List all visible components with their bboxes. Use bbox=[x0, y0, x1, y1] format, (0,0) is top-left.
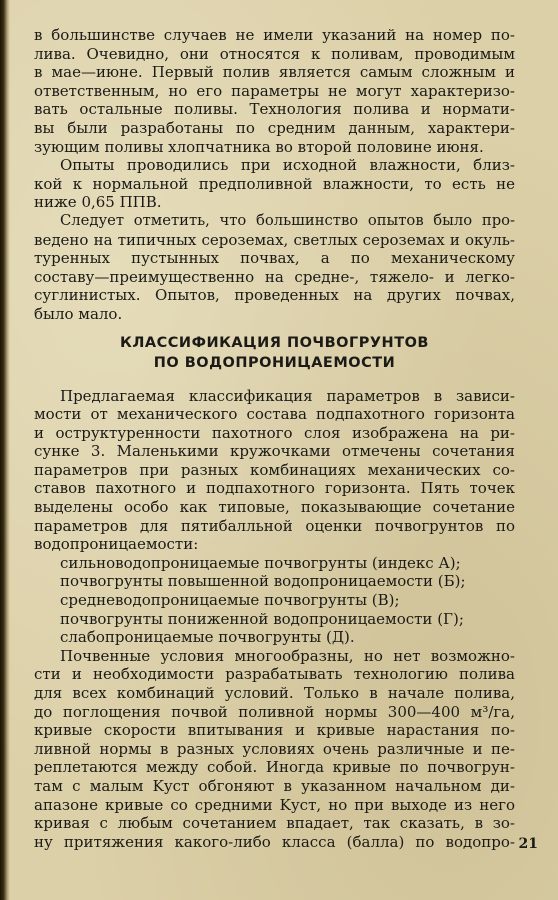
text-line: туренных пустынных почвах, а по механическому bbox=[34, 249, 515, 268]
text-line: сунке 3. Маленькими кружочками отмечены сочетания bbox=[34, 442, 515, 461]
heading-line: КЛАССИФИКАЦИЯ ПОЧВОГРУНТОВ bbox=[120, 334, 429, 351]
text-line: ливной нормы в разных условиях очень различные и пе- bbox=[34, 739, 515, 758]
list-item: сильноводопроницаемые почвогрунты (индекс А); bbox=[60, 553, 461, 572]
paragraph-2 bbox=[34, 156, 515, 212]
text-line: вать остальные поливы. Технология полива и нормати- bbox=[34, 100, 515, 119]
paragraph-3 bbox=[34, 212, 515, 324]
text-line: кривые скорости впитывания и кривые нарастания по- bbox=[34, 721, 515, 740]
paragraph-4 bbox=[34, 387, 515, 554]
text-line: там с малым Kуст обгоняют в указанном начальном ди- bbox=[34, 776, 515, 795]
list-item: почвогрунты пониженной водопроницаемости (Г); bbox=[60, 609, 464, 628]
text-line: мости от механического состава подпахотного горизонта bbox=[34, 405, 515, 424]
page-text bbox=[34, 26, 515, 851]
paragraph-1 bbox=[34, 26, 515, 156]
text-line: до поглощения почвой поливной нормы 300—400 м³/га, bbox=[34, 702, 515, 721]
text-line: параметров для пятибалльной оценки почвогрунтов по bbox=[34, 516, 515, 535]
text-line: Следует отметить, что большинство опытов было про- bbox=[60, 211, 515, 229]
text-line: ведено на типичных сероземах, светлых сероземах и окуль- bbox=[34, 230, 515, 249]
text-line: было мало. bbox=[34, 304, 123, 323]
text-line: ну притяжения какого-либо класса (балла) по водопро- bbox=[34, 832, 515, 851]
text-line: водопроницаемости: bbox=[34, 535, 199, 554]
text-line: Почвенные условия многообразны, но нет возможно- bbox=[60, 646, 515, 665]
text-line: составу—преимущественно на средне-, тяжело- и легко- bbox=[34, 267, 515, 286]
list-item: слабопроницаемые почвогрунты (Д). bbox=[60, 628, 355, 647]
classification-list bbox=[34, 554, 515, 647]
text-line: параметров при разных комбинациях механических со- bbox=[34, 460, 515, 479]
text-line: и оструктуренности пахотного слоя изображена на ри- bbox=[34, 423, 515, 442]
section-heading bbox=[34, 333, 515, 373]
text-line: в мае—июне. Первый полив является самым сложным и bbox=[34, 63, 515, 82]
text-line: суглинистых. Опытов, проведенных на других почвах, bbox=[34, 286, 515, 305]
list-item: средневодопроницаемые почвогрунты (В); bbox=[60, 591, 400, 610]
text-line: кой к нормальной предполивной влажности, то есть не bbox=[34, 174, 515, 193]
text-line: ответственным, но его параметры не могут характеризо- bbox=[34, 81, 515, 100]
text-line: сти и необходимости разрабатывать технологию полива bbox=[34, 665, 515, 684]
heading-line: ПО ВОДОПРОНИЦАЕМОСТИ bbox=[153, 354, 396, 371]
page-number: 21 bbox=[518, 836, 538, 852]
text-line: выделены особо как типовые, показывающие сочетание bbox=[34, 498, 515, 517]
text-line: апазоне кривые со средними Kуст, но при выходе из него bbox=[34, 795, 515, 814]
text-line: лива. Очевидно, они относятся к поливам, проводимым bbox=[34, 44, 515, 63]
list-item: почвогрунты повышенной водопроницаемости (Б); bbox=[60, 572, 466, 591]
text-line: для всех комбинаций условий. Только в начале полива, bbox=[34, 684, 515, 702]
text-line: ставов пахотного и подпахотного горизонта. Пять точек bbox=[34, 479, 515, 498]
text-line: Предлагаемая классификация параметров в зависи- bbox=[60, 386, 515, 405]
text-line: реплетаются между собой. Иногда кривые по почвогрун- bbox=[34, 758, 515, 777]
text-line: зующим поливы хлопчатника во второй половине июня. bbox=[34, 137, 484, 156]
text-line: кривая с любым сочетанием впадает, так сказать, в зо- bbox=[34, 814, 515, 833]
page-binding-edge bbox=[0, 0, 10, 900]
text-line: ниже 0,65 ППВ. bbox=[34, 193, 162, 212]
text-line: Опыты проводились при исходной влажности, близ- bbox=[60, 156, 515, 175]
paragraph-5 bbox=[34, 647, 515, 852]
text-line: в большинстве случаев не имели указаний на номер по- bbox=[34, 26, 515, 44]
text-line: вы были разработаны по средним данным, характери- bbox=[34, 118, 515, 137]
